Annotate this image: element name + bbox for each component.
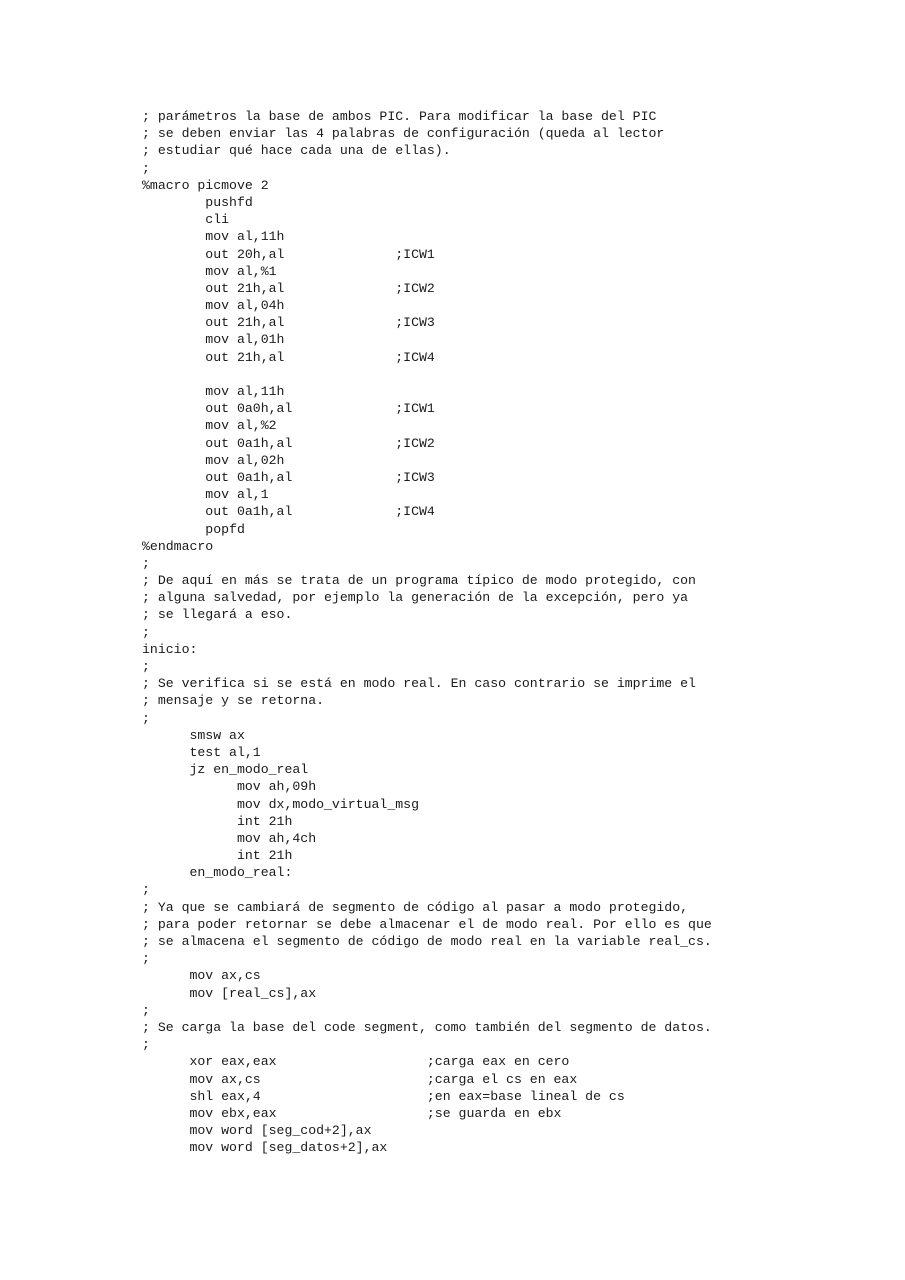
code-line: mov ax,cs bbox=[142, 968, 261, 984]
code-line: ; Se carga la base del code segment, como también del segmento de datos. bbox=[142, 1019, 712, 1035]
code-line: shl eax,4 ;en eax=base lineal de cs bbox=[142, 1088, 625, 1104]
code-line: ; Ya que se cambiará de segmento de código al pasar a modo protegido, bbox=[142, 899, 689, 915]
code-line: mov dx,modo_virtual_msg bbox=[142, 796, 419, 812]
code-line: en_modo_real: bbox=[142, 865, 293, 881]
code-line: mov word [seg_cod+2],ax bbox=[142, 1123, 372, 1139]
code-line: ; parámetros la base de ambos PIC. Para modificar la base del PIC bbox=[142, 109, 657, 124]
code-line: ; bbox=[142, 555, 150, 571]
code-line: mov al,11h bbox=[142, 229, 285, 245]
code-line: xor eax,eax ;carga eax en cero bbox=[142, 1054, 570, 1070]
code-line: %macro picmove 2 bbox=[142, 177, 269, 193]
code-line: out 0a0h,al ;ICW1 bbox=[142, 401, 435, 417]
code-line: cli bbox=[142, 212, 230, 228]
code-line: mov al,%1 bbox=[142, 263, 277, 279]
code-line: ; bbox=[142, 624, 150, 640]
code-line: ; se deben enviar las 4 palabras de configuración (queda al lector bbox=[142, 126, 665, 142]
code-line: out 0a1h,al ;ICW3 bbox=[142, 469, 435, 485]
code-line: inicio: bbox=[142, 641, 198, 657]
code-line: ; alguna salvedad, por ejemplo la generación de la excepción, pero ya bbox=[142, 590, 689, 606]
code-line: mov al,01h bbox=[142, 332, 285, 348]
code-line: ; bbox=[142, 659, 150, 674]
code-line: ; se llegará a eso. bbox=[142, 607, 293, 623]
code-line: %endmacro bbox=[142, 538, 214, 554]
code-line: mov ah,4ch bbox=[142, 830, 317, 846]
code-line: mov al,11h bbox=[142, 384, 285, 399]
code-line: ; bbox=[142, 1037, 150, 1053]
code-line: out 20h,al ;ICW1 bbox=[142, 246, 435, 262]
code-line: mov word [seg_datos+2],ax bbox=[142, 1140, 388, 1156]
code-line: mov ebx,eax ;se guarda en ebx bbox=[142, 1105, 562, 1121]
code-line: mov al,1 bbox=[142, 487, 269, 503]
code-line: ; bbox=[142, 710, 150, 726]
code-line: out 21h,al ;ICW4 bbox=[142, 349, 435, 365]
code-line: ; mensaje y se retorna. bbox=[142, 693, 325, 709]
code-line: ; Se verifica si se está en modo real. En caso contrario se imprime el bbox=[142, 676, 696, 692]
code-line: ; bbox=[142, 951, 150, 967]
code-listing bbox=[142, 108, 882, 1156]
code-line: mov [real_cs],ax bbox=[142, 985, 317, 1001]
code-line: ; bbox=[142, 160, 150, 176]
code-line: mov al,%2 bbox=[142, 418, 277, 434]
code-line: out 0a1h,al ;ICW2 bbox=[142, 435, 435, 451]
code-line: int 21h bbox=[142, 848, 293, 864]
code-line: jz en_modo_real bbox=[142, 762, 309, 778]
code-line: ; para poder retornar se debe almacenar el de modo real. Por ello es que bbox=[142, 916, 712, 932]
code-line: smsw ax bbox=[142, 727, 245, 743]
code-line: popfd bbox=[142, 521, 245, 537]
code-line: mov ah,09h bbox=[142, 779, 317, 795]
code-line: mov al,02h bbox=[142, 452, 285, 468]
code-line: ; se almacena el segmento de código de modo real en la variable real_cs. bbox=[142, 934, 712, 949]
code-line: out 21h,al ;ICW2 bbox=[142, 280, 435, 296]
code-line: mov al,04h bbox=[142, 298, 285, 314]
code-line: out 0a1h,al ;ICW4 bbox=[142, 504, 435, 520]
code-line: ; bbox=[142, 1002, 150, 1018]
code-line: test al,1 bbox=[142, 744, 261, 760]
code-line: out 21h,al ;ICW3 bbox=[142, 315, 435, 331]
code-line: ; bbox=[142, 882, 150, 898]
code-line: ; De aquí en más se trata de un programa típico de modo protegido, con bbox=[142, 573, 696, 589]
code-line: int 21h bbox=[142, 813, 293, 829]
code-line bbox=[142, 366, 882, 383]
code-line: pushfd bbox=[142, 194, 253, 210]
code-line: ; estudiar qué hace cada una de ellas). bbox=[142, 143, 451, 159]
code-line: mov ax,cs ;carga el cs en eax bbox=[142, 1071, 578, 1087]
